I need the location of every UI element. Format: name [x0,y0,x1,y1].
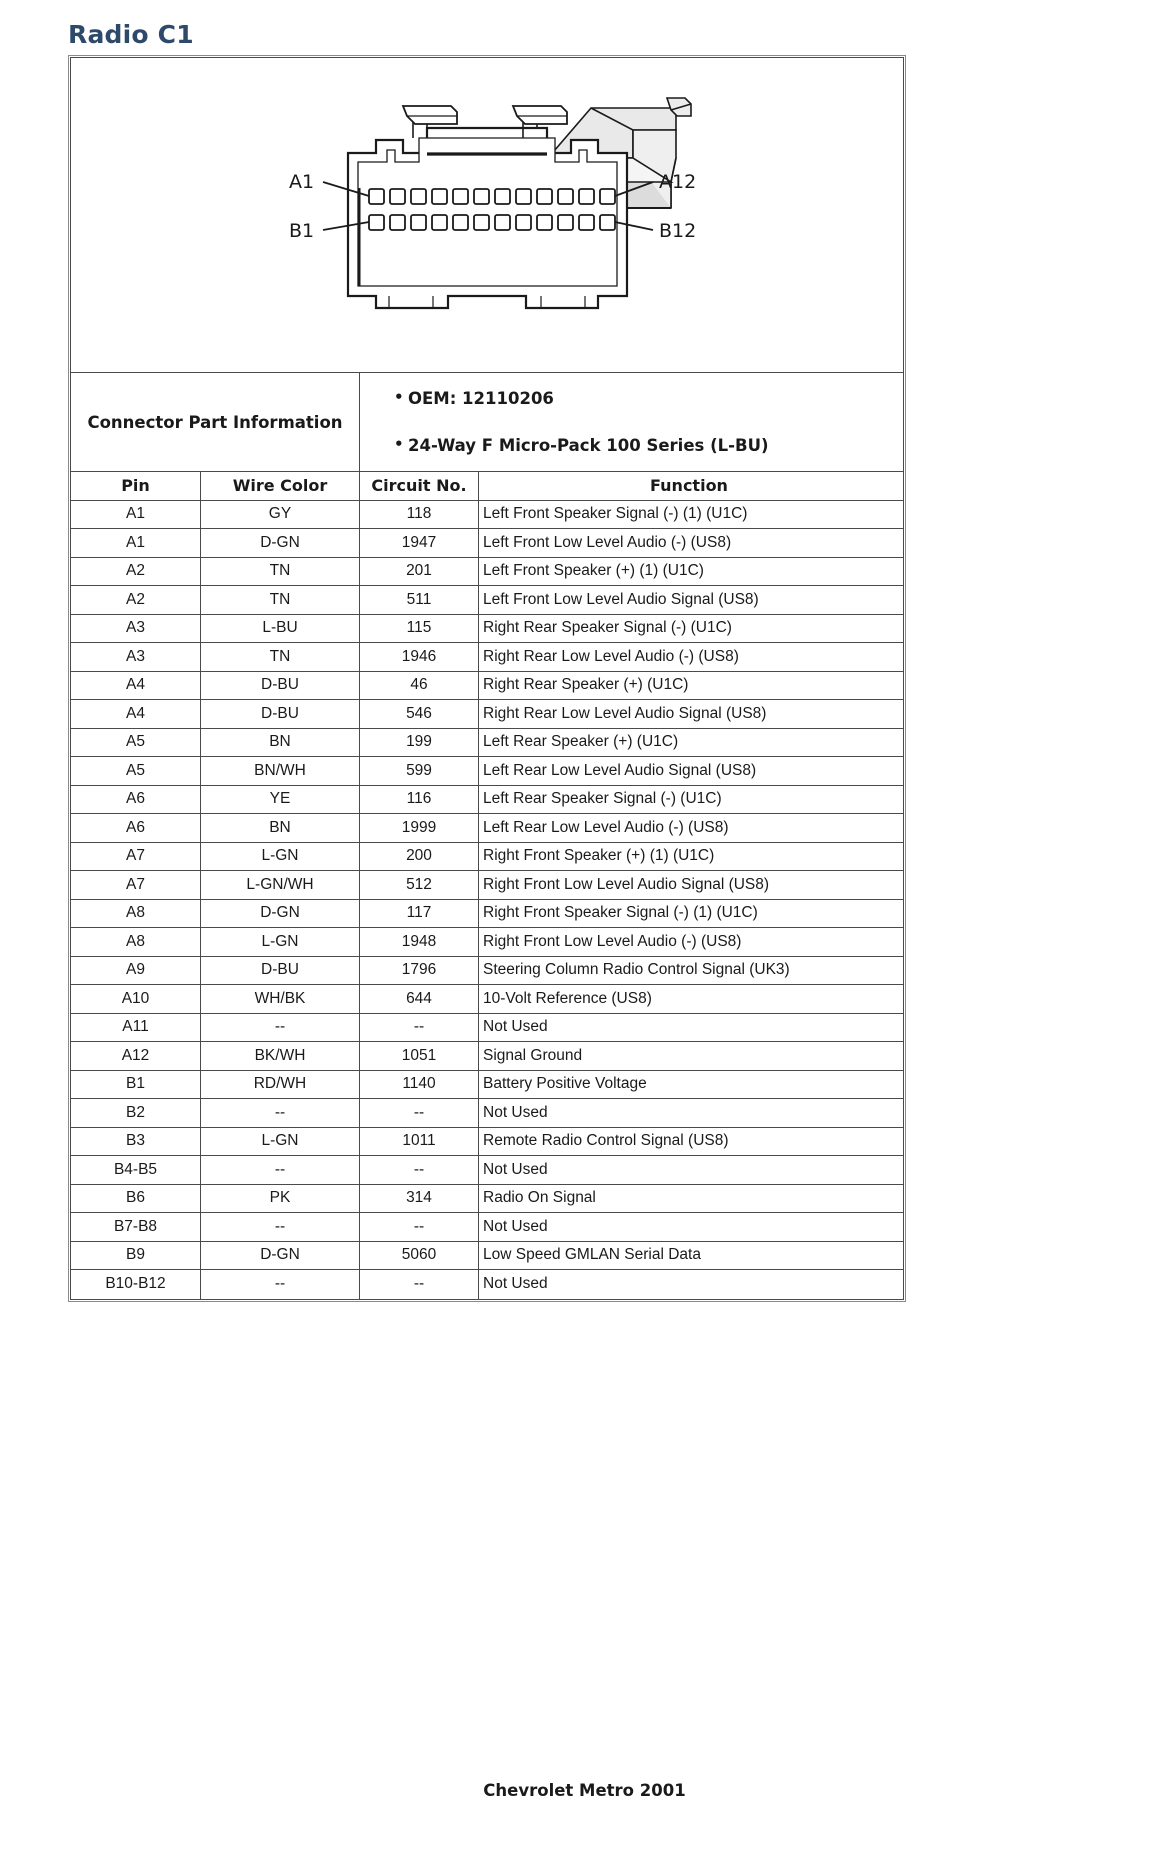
cell-wire-color: L-GN [201,928,360,957]
table-row [71,900,903,929]
cell-pin: A1 [71,501,201,530]
bullet-icon: • [394,388,404,406]
table-row [71,615,903,644]
connector-diagram-panel [71,58,903,373]
cell-wire-color: D-BU [201,700,360,729]
cell-pin: A12 [71,1042,201,1071]
cell-wire-color: BN [201,814,360,843]
cell-wire-color: D-BU [201,957,360,986]
cell-function: Not Used [479,1156,903,1185]
cell-pin: A7 [71,871,201,900]
cell-function: Left Front Speaker (+) (1) (U1C) [479,558,903,587]
cell-wire-color: -- [201,1213,360,1242]
cell-function: Radio On Signal [479,1185,903,1214]
table-row [71,643,903,672]
cell-circuit-no: 1011 [360,1128,479,1157]
cell-circuit-no: -- [360,1213,479,1242]
cell-wire-color: -- [201,1099,360,1128]
connector-info-type: 24-Way F Micro-Pack 100 Series (L-BU) [408,436,769,455]
cell-pin: A10 [71,985,201,1014]
cell-function: Left Front Speaker Signal (-) (1) (U1C) [479,501,903,530]
table-row [71,814,903,843]
cell-function: Right Rear Low Level Audio Signal (US8) [479,700,903,729]
cell-function: Left Rear Speaker (+) (U1C) [479,729,903,758]
connector-part-information [71,373,903,472]
table-row [71,1014,903,1043]
cell-function: Right Rear Speaker (+) (U1C) [479,672,903,701]
cell-wire-color: BN/WH [201,757,360,786]
cell-pin: A8 [71,928,201,957]
cell-circuit-no: -- [360,1014,479,1043]
cell-circuit-no: 201 [360,558,479,587]
cell-function: Right Front Speaker (+) (1) (U1C) [479,843,903,872]
cell-circuit-no: 115 [360,615,479,644]
cell-circuit-no: -- [360,1156,479,1185]
page-footer: Chevrolet Metro 2001 [483,1781,686,1800]
connector-part-information-label: Connector Part Information [71,373,360,471]
cell-circuit-no: 1947 [360,529,479,558]
table-row [71,700,903,729]
column-header-wire-color: Wire Color [201,472,360,501]
cell-function: Low Speed GMLAN Serial Data [479,1242,903,1271]
table-row [71,928,903,957]
connector-diagram-frame [68,55,906,1302]
cell-wire-color: -- [201,1156,360,1185]
cell-circuit-no: 46 [360,672,479,701]
cell-circuit-no: 117 [360,900,479,929]
cell-function: Battery Positive Voltage [479,1071,903,1100]
cell-pin: B7-B8 [71,1213,201,1242]
page-title: Radio C1 [68,20,194,49]
table-row [71,529,903,558]
cell-function: Left Rear Low Level Audio (-) (US8) [479,814,903,843]
cell-function: Left Rear Low Level Audio Signal (US8) [479,757,903,786]
cell-circuit-no: 546 [360,700,479,729]
cell-circuit-no: 1999 [360,814,479,843]
cell-pin: A7 [71,843,201,872]
cell-wire-color: -- [201,1014,360,1043]
cell-circuit-no: 1948 [360,928,479,957]
table-row [71,672,903,701]
cell-pin: A1 [71,529,201,558]
table-row [71,871,903,900]
cell-circuit-no: -- [360,1270,479,1299]
cell-pin: B1 [71,1071,201,1100]
table-row [71,1270,903,1299]
table-row [71,1185,903,1214]
table-row [71,985,903,1014]
table-row [71,786,903,815]
table-row [71,586,903,615]
cell-wire-color: D-GN [201,1242,360,1271]
connector-info-item [394,436,903,455]
cell-pin: A5 [71,729,201,758]
cell-circuit-no: 1946 [360,643,479,672]
cell-pin: A2 [71,558,201,587]
table-header-row [71,472,903,501]
cell-wire-color: TN [201,586,360,615]
cell-pin: A2 [71,586,201,615]
cell-circuit-no: 1051 [360,1042,479,1071]
connector-part-information-list [360,373,903,471]
cell-function: Right Front Low Level Audio Signal (US8) [479,871,903,900]
cell-function: Right Front Low Level Audio (-) (US8) [479,928,903,957]
cell-circuit-no: 512 [360,871,479,900]
cell-wire-color: TN [201,643,360,672]
cell-pin: B9 [71,1242,201,1271]
cell-wire-color: YE [201,786,360,815]
table-row [71,757,903,786]
column-header-function: Function [479,472,903,501]
cell-pin: B3 [71,1128,201,1157]
cell-pin: A6 [71,814,201,843]
cell-circuit-no: 511 [360,586,479,615]
cell-function: Not Used [479,1099,903,1128]
cell-function: Left Rear Speaker Signal (-) (U1C) [479,786,903,815]
table-row [71,1156,903,1185]
cell-pin: A11 [71,1014,201,1043]
connector-info-item [394,389,903,408]
cell-pin: A5 [71,757,201,786]
table-row [71,1128,903,1157]
cell-circuit-no: 1796 [360,957,479,986]
cell-circuit-no: 599 [360,757,479,786]
cell-wire-color: PK [201,1185,360,1214]
cell-wire-color: -- [201,1270,360,1299]
cell-circuit-no: -- [360,1099,479,1128]
cell-pin: A6 [71,786,201,815]
cell-wire-color: L-GN/WH [201,871,360,900]
table-row [71,1242,903,1271]
cell-function: Signal Ground [479,1042,903,1071]
cell-pin: A9 [71,957,201,986]
connector-drawing [71,58,905,371]
cell-function: Left Front Low Level Audio Signal (US8) [479,586,903,615]
table-row [71,729,903,758]
cell-wire-color: TN [201,558,360,587]
pin-label-b12: B12 [659,220,697,242]
cell-pin: B6 [71,1185,201,1214]
cell-function: Not Used [479,1014,903,1043]
cell-circuit-no: 1140 [360,1071,479,1100]
table-row [71,501,903,530]
cell-wire-color: RD/WH [201,1071,360,1100]
table-row [71,843,903,872]
cell-function: Right Rear Low Level Audio (-) (US8) [479,643,903,672]
cell-pin: A8 [71,900,201,929]
cell-function: Left Front Low Level Audio (-) (US8) [479,529,903,558]
cell-pin: B2 [71,1099,201,1128]
cell-function: Steering Column Radio Control Signal (UK3) [479,957,903,986]
pinout-table-body [71,501,903,1299]
cell-function: 10-Volt Reference (US8) [479,985,903,1014]
table-row [71,957,903,986]
cell-pin: A4 [71,672,201,701]
cell-function: Right Rear Speaker Signal (-) (U1C) [479,615,903,644]
cell-circuit-no: 199 [360,729,479,758]
table-row [71,1071,903,1100]
cell-wire-color: L-GN [201,1128,360,1157]
column-header-circuit-no: Circuit No. [360,472,479,501]
cell-circuit-no: 644 [360,985,479,1014]
cell-function: Not Used [483,1275,548,1293]
bullet-icon: • [394,435,404,453]
cell-function: Right Front Speaker Signal (-) (1) (U1C) [479,900,903,929]
cell-wire-color: D-GN [201,529,360,558]
pin-label-a1: A1 [289,171,315,193]
table-row [71,1213,903,1242]
cell-wire-color: D-GN [201,900,360,929]
cell-wire-color: L-GN [201,843,360,872]
table-row [71,558,903,587]
cell-wire-color: WH/BK [201,985,360,1014]
connector-info-oem: OEM: 12110206 [408,389,554,408]
cell-wire-color: D-BU [201,672,360,701]
table-row [71,1099,903,1128]
column-header-pin: Pin [71,472,201,501]
cell-pin: A4 [71,700,201,729]
pinout-table [71,472,903,1299]
cell-circuit-no: 314 [360,1185,479,1214]
cell-pin: B10-B12 [71,1270,201,1299]
pin-label-b1: B1 [289,220,315,242]
table-row [71,1042,903,1071]
cell-wire-color: L-BU [201,615,360,644]
frame-inner-border [70,57,904,1300]
cell-wire-color: BK/WH [201,1042,360,1071]
cell-wire-color: BN [201,729,360,758]
cell-function: Remote Radio Control Signal (US8) [479,1128,903,1157]
cell-wire-color: GY [201,501,360,530]
cell-pin: B4-B5 [71,1156,201,1185]
pinout-table-head [71,472,903,501]
cell-circuit-no: 116 [360,786,479,815]
cell-circuit-no: 118 [360,501,479,530]
cell-pin: A3 [71,643,201,672]
cell-circuit-no: 5060 [360,1242,479,1271]
cell-function: Not Used [479,1213,903,1242]
pin-label-a12: A12 [659,171,697,193]
cell-pin: A3 [71,615,201,644]
cell-circuit-no: 200 [360,843,479,872]
